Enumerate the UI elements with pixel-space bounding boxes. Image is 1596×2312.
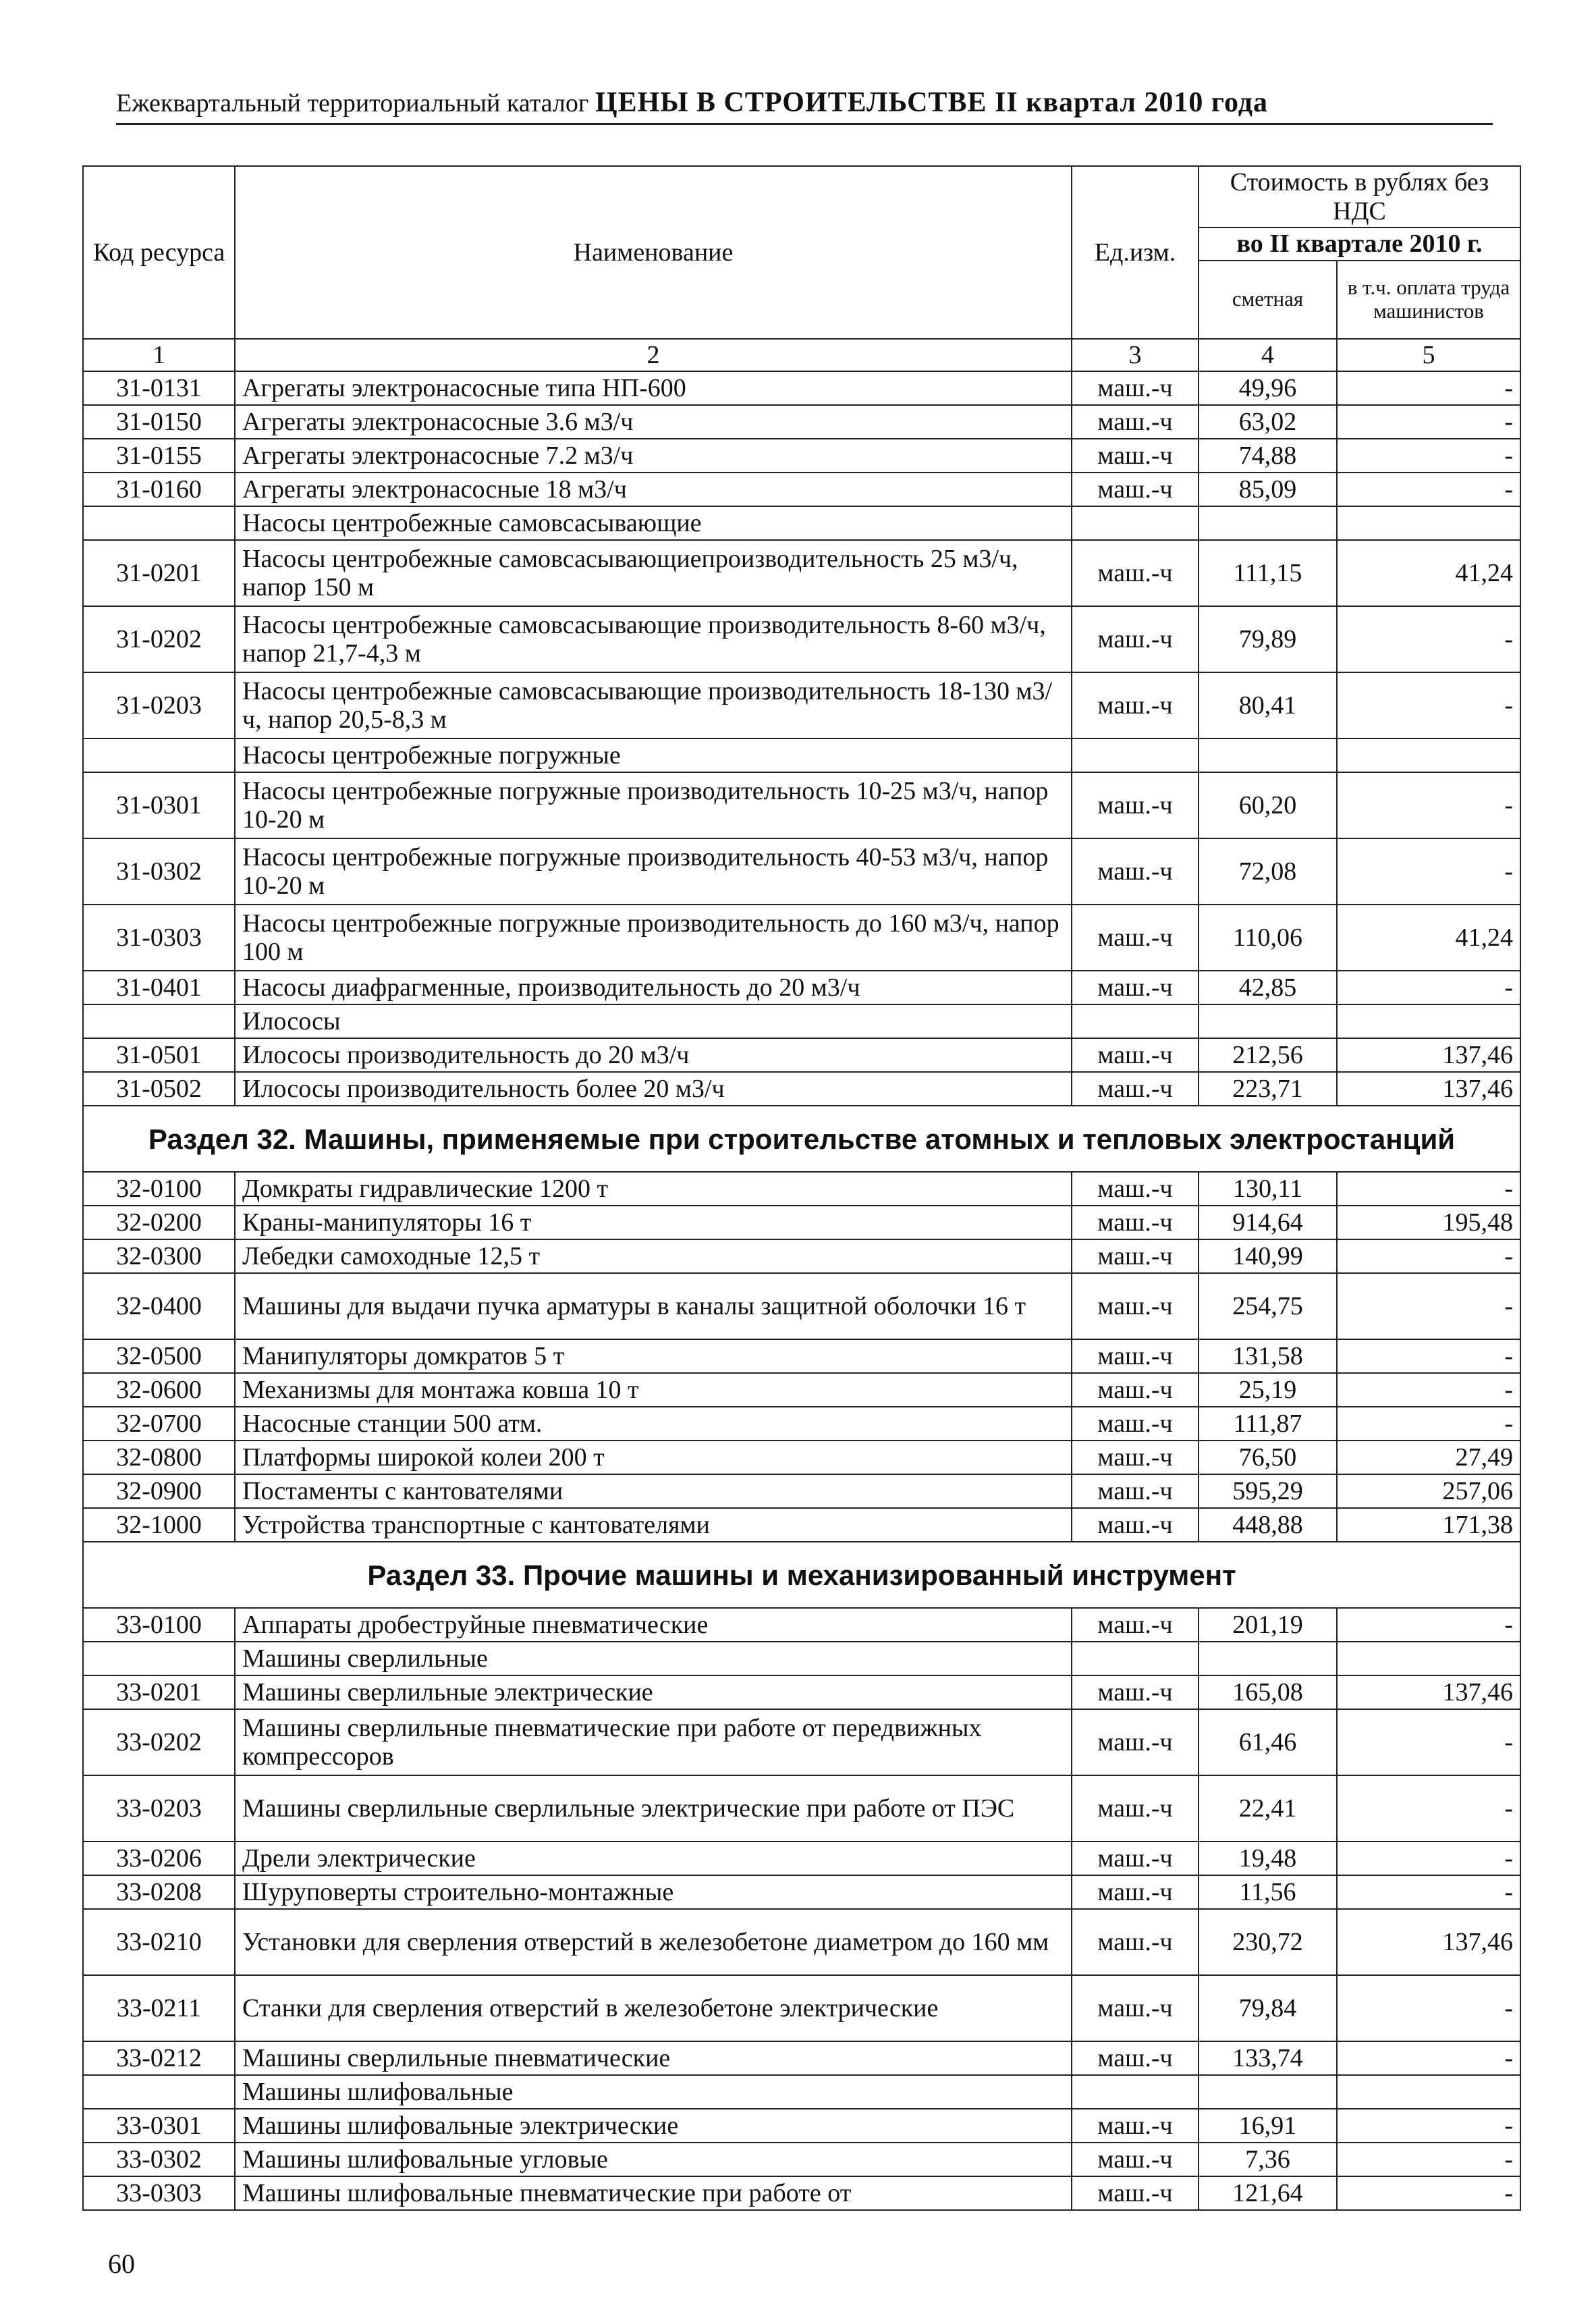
estimate-cost: 49,96 xyxy=(1199,371,1337,405)
operator-wage: - xyxy=(1337,405,1520,439)
header-title: ЦЕНЫ В СТРОИТЕЛЬСТВЕ II квартал 2010 года xyxy=(595,87,1268,118)
page-header xyxy=(116,86,1493,125)
resource-name: Илососы производительность до 20 м3/ч xyxy=(235,1038,1072,1072)
table-row xyxy=(83,738,1520,772)
unit-cell: маш.-ч xyxy=(1072,1775,1199,1841)
unit-cell xyxy=(1072,506,1199,540)
estimate-cost: 19,48 xyxy=(1199,1841,1337,1875)
resource-code: 31-0131 xyxy=(83,371,235,405)
resource-name: Манипуляторы домкратов 5 т xyxy=(235,1339,1072,1373)
resource-code: 32-0200 xyxy=(83,1206,235,1239)
resource-name: Машины сверлильные xyxy=(235,1642,1072,1675)
unit-cell: маш.-ч xyxy=(1072,439,1199,473)
table-row xyxy=(83,439,1520,473)
table-row xyxy=(83,772,1520,838)
unit-cell: маш.-ч xyxy=(1072,1172,1199,1206)
resource-code: 33-0210 xyxy=(83,1909,235,1975)
operator-wage: - xyxy=(1337,1373,1520,1407)
resource-name: Машины для выдачи пучка арматуры в каналы защитной оболочки 16 т xyxy=(235,1273,1072,1339)
col-number: 1 xyxy=(83,339,235,372)
table-row xyxy=(83,905,1520,971)
table-row xyxy=(83,1675,1520,1709)
resource-name: Станки для сверления отверстий в железобетоне электрические xyxy=(235,1975,1072,2041)
unit-cell: маш.-ч xyxy=(1072,1339,1199,1373)
resource-name: Агрегаты электронасосные 18 м3/ч xyxy=(235,473,1072,506)
resource-name: Машины шлифовальные электрические xyxy=(235,2109,1072,2143)
operator-wage xyxy=(1337,1642,1520,1675)
resource-code xyxy=(83,1642,235,1675)
resource-name: Агрегаты электронасосные 3.6 м3/ч xyxy=(235,405,1072,439)
resource-code: 31-0401 xyxy=(83,971,235,1004)
unit-cell: маш.-ч xyxy=(1072,1441,1199,1474)
estimate-cost: 130,11 xyxy=(1199,1172,1337,1206)
table-row xyxy=(83,2143,1520,2176)
operator-wage: - xyxy=(1337,1608,1520,1642)
operator-wage: - xyxy=(1337,2041,1520,2075)
operator-wage: 137,46 xyxy=(1337,1072,1520,1106)
operator-wage: - xyxy=(1337,1875,1520,1909)
estimate-cost: 16,91 xyxy=(1199,2109,1337,2143)
resource-name: Шуруповерты строительно-монтажные xyxy=(235,1875,1072,1909)
unit-cell: маш.-ч xyxy=(1072,1407,1199,1441)
estimate-cost: 165,08 xyxy=(1199,1675,1337,1709)
table-row xyxy=(83,2176,1520,2210)
header-prefix: Ежеквартальный территориальный каталог xyxy=(116,89,589,117)
resource-name: Агрегаты электронасосные типа НП-600 xyxy=(235,371,1072,405)
col-header-unit: Ед.изм. xyxy=(1072,166,1199,339)
estimate-cost: 79,84 xyxy=(1199,1975,1337,2041)
resource-code: 33-0211 xyxy=(83,1975,235,2041)
table-row xyxy=(83,971,1520,1004)
resource-name: Лебедки самоходные 12,5 т xyxy=(235,1239,1072,1273)
resource-code: 33-0100 xyxy=(83,1608,235,1642)
estimate-cost: 63,02 xyxy=(1199,405,1337,439)
table-row xyxy=(83,1206,1520,1239)
resource-name: Насосы диафрагменные, производительность до 20 м3/ч xyxy=(235,971,1072,1004)
resource-code: 31-0502 xyxy=(83,1072,235,1106)
operator-wage: - xyxy=(1337,1775,1520,1841)
page-number: 60 xyxy=(108,2249,135,2279)
resource-code: 33-0201 xyxy=(83,1675,235,1709)
unit-cell: маш.-ч xyxy=(1072,905,1199,971)
table-row xyxy=(83,540,1520,606)
table-row xyxy=(83,506,1520,540)
resource-code: 33-0208 xyxy=(83,1875,235,1909)
operator-wage: - xyxy=(1337,2143,1520,2176)
operator-wage: - xyxy=(1337,838,1520,905)
operator-wage: - xyxy=(1337,1841,1520,1875)
resource-name: Дрели электрические xyxy=(235,1841,1072,1875)
resource-name: Насосы центробежные погружные xyxy=(235,738,1072,772)
resource-code: 31-0150 xyxy=(83,405,235,439)
table-row xyxy=(83,1441,1520,1474)
table-body xyxy=(83,371,1520,2210)
unit-cell: маш.-ч xyxy=(1072,1909,1199,1975)
unit-cell: маш.-ч xyxy=(1072,971,1199,1004)
operator-wage: - xyxy=(1337,1273,1520,1339)
col-header-estimate: сметная xyxy=(1199,261,1337,339)
resource-name: Домкраты гидравлические 1200 т xyxy=(235,1172,1072,1206)
operator-wage: - xyxy=(1337,1339,1520,1373)
resource-name: Насосы центробежные самовсасывающие производительность 18-130 м3/ч, напор 20,5-8,3 м xyxy=(235,672,1072,738)
table-row xyxy=(83,1273,1520,1339)
table-row xyxy=(83,1172,1520,1206)
table-row xyxy=(83,838,1520,905)
estimate-cost xyxy=(1199,1004,1337,1038)
operator-wage: 41,24 xyxy=(1337,540,1520,606)
unit-cell: маш.-ч xyxy=(1072,1474,1199,1508)
unit-cell: маш.-ч xyxy=(1072,1675,1199,1709)
estimate-cost: 76,50 xyxy=(1199,1441,1337,1474)
operator-wage xyxy=(1337,1004,1520,1038)
estimate-cost: 140,99 xyxy=(1199,1239,1337,1273)
operator-wage: - xyxy=(1337,971,1520,1004)
price-table xyxy=(82,165,1521,2211)
table-row xyxy=(83,1775,1520,1841)
resource-code: 32-0400 xyxy=(83,1273,235,1339)
estimate-cost: 111,87 xyxy=(1199,1407,1337,1441)
resource-code: 33-0301 xyxy=(83,2109,235,2143)
unit-cell: маш.-ч xyxy=(1072,672,1199,738)
table-row xyxy=(83,672,1520,738)
estimate-cost: 25,19 xyxy=(1199,1373,1337,1407)
estimate-cost: 223,71 xyxy=(1199,1072,1337,1106)
resource-code: 32-0700 xyxy=(83,1407,235,1441)
resource-code: 32-0600 xyxy=(83,1373,235,1407)
table-row xyxy=(83,1004,1520,1038)
resource-code: 33-0202 xyxy=(83,1709,235,1775)
operator-wage: - xyxy=(1337,1975,1520,2041)
estimate-cost: 133,74 xyxy=(1199,2041,1337,2075)
operator-wage xyxy=(1337,2075,1520,2109)
table-row xyxy=(83,1909,1520,1975)
unit-cell: маш.-ч xyxy=(1072,1841,1199,1875)
unit-cell: маш.-ч xyxy=(1072,2041,1199,2075)
resource-name: Илососы xyxy=(235,1004,1072,1038)
resource-name: Краны-манипуляторы 16 т xyxy=(235,1206,1072,1239)
unit-cell: маш.-ч xyxy=(1072,2109,1199,2143)
table-row xyxy=(83,405,1520,439)
resource-code: 31-0303 xyxy=(83,905,235,971)
col-header-wage: в т.ч. оплата труда машинистов xyxy=(1337,261,1520,339)
estimate-cost: 7,36 xyxy=(1199,2143,1337,2176)
unit-cell: маш.-ч xyxy=(1072,838,1199,905)
table-row xyxy=(83,1038,1520,1072)
unit-cell: маш.-ч xyxy=(1072,1709,1199,1775)
operator-wage: - xyxy=(1337,2109,1520,2143)
table-row xyxy=(83,1407,1520,1441)
estimate-cost: 110,06 xyxy=(1199,905,1337,971)
table-row xyxy=(83,606,1520,672)
estimate-cost: 111,15 xyxy=(1199,540,1337,606)
estimate-cost xyxy=(1199,2075,1337,2109)
col-number: 4 xyxy=(1199,339,1337,372)
resource-name: Машины сверлильные пневматические при работе от передвижных компрессоров xyxy=(235,1709,1072,1775)
table-row xyxy=(83,1508,1520,1542)
unit-cell: маш.-ч xyxy=(1072,2143,1199,2176)
resource-code: 33-0206 xyxy=(83,1841,235,1875)
col-header-cost-period: во II квартале 2010 г. xyxy=(1199,227,1520,261)
resource-code: 31-0501 xyxy=(83,1038,235,1072)
resource-name: Насосы центробежные самовсасывающиепроизводительность 25 м3/ч, напор 150 м xyxy=(235,540,1072,606)
resource-code: 32-1000 xyxy=(83,1508,235,1542)
estimate-cost: 85,09 xyxy=(1199,473,1337,506)
resource-code: 33-0203 xyxy=(83,1775,235,1841)
unit-cell: маш.-ч xyxy=(1072,772,1199,838)
table-row xyxy=(83,1239,1520,1273)
unit-cell: маш.-ч xyxy=(1072,1038,1199,1072)
table-row xyxy=(83,1373,1520,1407)
estimate-cost: 60,20 xyxy=(1199,772,1337,838)
operator-wage xyxy=(1337,506,1520,540)
resource-name: Установки для сверления отверстий в железобетоне диаметром до 160 мм xyxy=(235,1909,1072,1975)
unit-cell xyxy=(1072,2075,1199,2109)
operator-wage: - xyxy=(1337,1172,1520,1206)
resource-code: 32-0300 xyxy=(83,1239,235,1273)
estimate-cost xyxy=(1199,506,1337,540)
operator-wage: 195,48 xyxy=(1337,1206,1520,1239)
estimate-cost: 22,41 xyxy=(1199,1775,1337,1841)
operator-wage: 137,46 xyxy=(1337,1675,1520,1709)
col-number: 3 xyxy=(1072,339,1199,372)
unit-cell: маш.-ч xyxy=(1072,405,1199,439)
resource-name: Илососы производительность более 20 м3/ч xyxy=(235,1072,1072,1106)
table-row xyxy=(83,1072,1520,1106)
resource-code: 31-0201 xyxy=(83,540,235,606)
resource-code: 31-0160 xyxy=(83,473,235,506)
estimate-cost xyxy=(1199,1642,1337,1675)
resource-name: Насосы центробежные самовсасывающие xyxy=(235,506,1072,540)
unit-cell: маш.-ч xyxy=(1072,1508,1199,1542)
resource-name: Машины сверлильные электрические xyxy=(235,1675,1072,1709)
resource-code: 31-0302 xyxy=(83,838,235,905)
estimate-cost: 914,64 xyxy=(1199,1206,1337,1239)
resource-name: Агрегаты электронасосные 7.2 м3/ч xyxy=(235,439,1072,473)
unit-cell: маш.-ч xyxy=(1072,473,1199,506)
col-number: 2 xyxy=(235,339,1072,372)
col-number: 5 xyxy=(1337,339,1520,372)
resource-code: 31-0155 xyxy=(83,439,235,473)
table-row xyxy=(83,1875,1520,1909)
table-row xyxy=(83,1608,1520,1642)
unit-cell: маш.-ч xyxy=(1072,540,1199,606)
table-row xyxy=(83,1841,1520,1875)
unit-cell: маш.-ч xyxy=(1072,1239,1199,1273)
operator-wage: 27,49 xyxy=(1337,1441,1520,1474)
col-header-name: Наименование xyxy=(235,166,1072,339)
resource-name: Аппараты дробеструйные пневматические xyxy=(235,1608,1072,1642)
section-title: Раздел 33. Прочие машины и механизированный инструмент xyxy=(83,1542,1520,1608)
estimate-cost: 254,75 xyxy=(1199,1273,1337,1339)
estimate-cost: 121,64 xyxy=(1199,2176,1337,2210)
estimate-cost: 448,88 xyxy=(1199,1508,1337,1542)
col-header-code: Код ресурса xyxy=(83,166,235,339)
table-row xyxy=(83,2075,1520,2109)
resource-name: Машины сверлильные сверлильные электрические при работе от ПЭС xyxy=(235,1775,1072,1841)
resource-code: 32-0900 xyxy=(83,1474,235,1508)
operator-wage: - xyxy=(1337,473,1520,506)
section-row xyxy=(83,1542,1520,1608)
estimate-cost xyxy=(1199,738,1337,772)
operator-wage: - xyxy=(1337,2176,1520,2210)
operator-wage: 137,46 xyxy=(1337,1038,1520,1072)
resource-name: Машины сверлильные пневматические xyxy=(235,2041,1072,2075)
operator-wage: - xyxy=(1337,371,1520,405)
unit-cell: маш.-ч xyxy=(1072,1975,1199,2041)
operator-wage: - xyxy=(1337,1407,1520,1441)
estimate-cost: 74,88 xyxy=(1199,439,1337,473)
operator-wage: - xyxy=(1337,1239,1520,1273)
resource-code: 32-0100 xyxy=(83,1172,235,1206)
estimate-cost: 42,85 xyxy=(1199,971,1337,1004)
operator-wage: 41,24 xyxy=(1337,905,1520,971)
resource-name: Устройства транспортные с кантователями xyxy=(235,1508,1072,1542)
table-row xyxy=(83,1975,1520,2041)
resource-name: Насосные станции 500 атм. xyxy=(235,1407,1072,1441)
estimate-cost: 595,29 xyxy=(1199,1474,1337,1508)
resource-name: Насосы центробежные погружные производительность 40-53 м3/ч, напор 10-20 м xyxy=(235,838,1072,905)
resource-code: 32-0500 xyxy=(83,1339,235,1373)
operator-wage: 171,38 xyxy=(1337,1508,1520,1542)
resource-code: 31-0202 xyxy=(83,606,235,672)
table-row xyxy=(83,1474,1520,1508)
estimate-cost: 61,46 xyxy=(1199,1709,1337,1775)
table-row xyxy=(83,1709,1520,1775)
unit-cell: маш.-ч xyxy=(1072,1273,1199,1339)
operator-wage: - xyxy=(1337,772,1520,838)
unit-cell: маш.-ч xyxy=(1072,1373,1199,1407)
col-header-cost-group: Стоимость в рублях без НДС xyxy=(1199,166,1520,227)
operator-wage: 137,46 xyxy=(1337,1909,1520,1975)
table-row xyxy=(83,1642,1520,1675)
operator-wage: - xyxy=(1337,672,1520,738)
unit-cell: маш.-ч xyxy=(1072,371,1199,405)
resource-code: 33-0303 xyxy=(83,2176,235,2210)
resource-code: 31-0203 xyxy=(83,672,235,738)
resource-code xyxy=(83,1004,235,1038)
unit-cell: маш.-ч xyxy=(1072,606,1199,672)
resource-name: Машины шлифовальные угловые xyxy=(235,2143,1072,2176)
table-row xyxy=(83,371,1520,405)
operator-wage: 257,06 xyxy=(1337,1474,1520,1508)
resource-name: Платформы широкой колеи 200 т xyxy=(235,1441,1072,1474)
unit-cell xyxy=(1072,1642,1199,1675)
table-row xyxy=(83,473,1520,506)
unit-cell: маш.-ч xyxy=(1072,1875,1199,1909)
resource-name: Насосы центробежные погружные производительность 10-25 м3/ч, напор 10-20 м xyxy=(235,772,1072,838)
operator-wage: - xyxy=(1337,606,1520,672)
estimate-cost: 80,41 xyxy=(1199,672,1337,738)
resource-name: Механизмы для монтажа ковша 10 т xyxy=(235,1373,1072,1407)
resource-code xyxy=(83,506,235,540)
resource-name: Насосы центробежные погружные производительность до 160 м3/ч, напор 100 м xyxy=(235,905,1072,971)
resource-name: Машины шлифовальные пневматические при работе от xyxy=(235,2176,1072,2210)
table-row xyxy=(83,2109,1520,2143)
unit-cell xyxy=(1072,1004,1199,1038)
table-row xyxy=(83,1339,1520,1373)
resource-name: Постаменты с кантователями xyxy=(235,1474,1072,1508)
estimate-cost: 230,72 xyxy=(1199,1909,1337,1975)
section-title: Раздел 32. Машины, применяемые при строительстве атомных и тепловых электростанций xyxy=(83,1106,1520,1172)
unit-cell: маш.-ч xyxy=(1072,1608,1199,1642)
estimate-cost: 11,56 xyxy=(1199,1875,1337,1909)
resource-code xyxy=(83,738,235,772)
unit-cell xyxy=(1072,738,1199,772)
estimate-cost: 131,58 xyxy=(1199,1339,1337,1373)
resource-code xyxy=(83,2075,235,2109)
table-row xyxy=(83,2041,1520,2075)
unit-cell: маш.-ч xyxy=(1072,1072,1199,1106)
resource-code: 32-0800 xyxy=(83,1441,235,1474)
resource-code: 33-0212 xyxy=(83,2041,235,2075)
estimate-cost: 79,89 xyxy=(1199,606,1337,672)
operator-wage: - xyxy=(1337,1709,1520,1775)
resource-name: Машины шлифовальные xyxy=(235,2075,1072,2109)
section-row xyxy=(83,1106,1520,1172)
operator-wage xyxy=(1337,738,1520,772)
resource-code: 31-0301 xyxy=(83,772,235,838)
unit-cell: маш.-ч xyxy=(1072,1206,1199,1239)
resource-name: Насосы центробежные самовсасывающие производительность 8-60 м3/ч, напор 21,7-4,3 м xyxy=(235,606,1072,672)
estimate-cost: 201,19 xyxy=(1199,1608,1337,1642)
estimate-cost: 212,56 xyxy=(1199,1038,1337,1072)
estimate-cost: 72,08 xyxy=(1199,838,1337,905)
operator-wage: - xyxy=(1337,439,1520,473)
resource-code: 33-0302 xyxy=(83,2143,235,2176)
unit-cell: маш.-ч xyxy=(1072,2176,1199,2210)
